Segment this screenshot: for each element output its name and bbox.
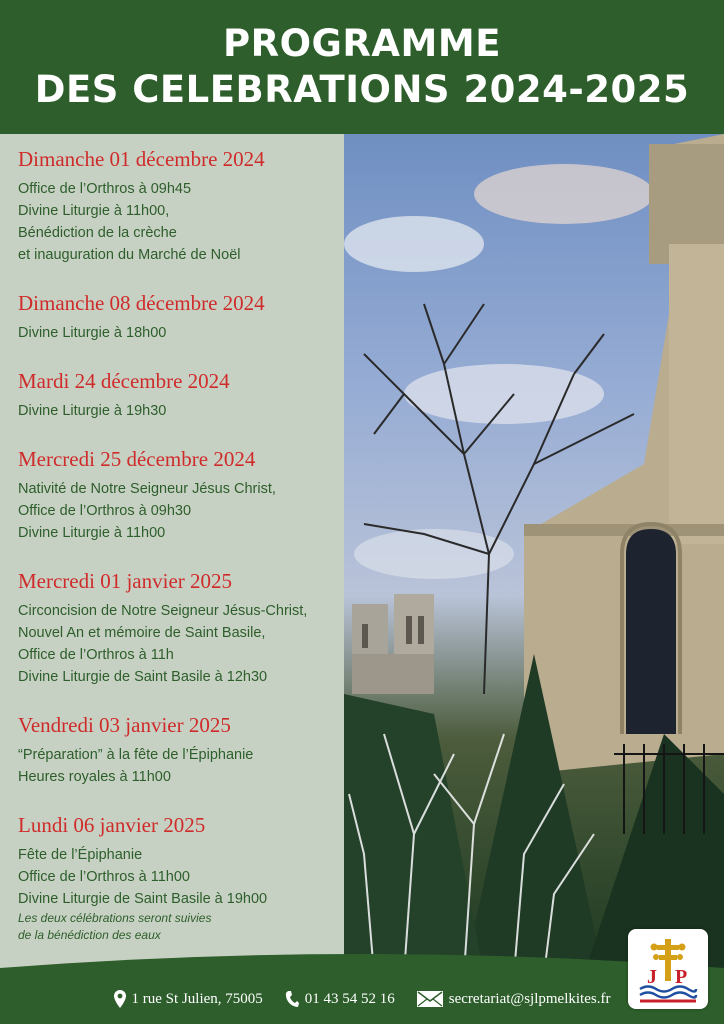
event-line: Office de l’Orthros à 09h45 [18,181,192,197]
address-text: 1 rue St Julien, 75005 [131,990,263,1007]
logo-letter-j: J [647,966,657,988]
event-block [18,446,348,544]
envelope-icon [417,991,443,1007]
title-line-2: DES CELEBRATIONS 2024-2025 [34,68,690,111]
event-title: Lundi 06 janvier 2025 [18,813,206,837]
map-pin-icon [114,990,126,1008]
event-line: Divine Liturgie à 19h30 [18,403,167,419]
event-line: Divine Liturgie de Saint Basile à 19h00 [18,891,268,907]
event-line: Divine Liturgie à 11h00, [18,203,170,219]
event-line: “Préparation” à la fête de l’Épiphanie [18,747,254,763]
event-title: Dimanche 08 décembre 2024 [18,291,265,315]
event-block [18,812,348,944]
phone-icon [285,990,299,1008]
event-note: de la bénédiction des eaux [18,928,161,942]
event-line: Heures royales à 11h00 [18,769,171,785]
event-line: Office de l’Orthros à 11h00 [18,869,190,885]
event-line: Divine Liturgie à 18h00 [18,325,167,341]
photo-illustration [344,134,724,974]
event-line: Office de l’Orthros à 09h30 [18,503,192,519]
parish-logo [628,929,708,1009]
event-line: et inauguration du Marché de Noël [18,247,241,263]
event-line: Nouvel An et mémoire de Saint Basile, [18,625,266,641]
event-line: Fête de l’Épiphanie [18,847,143,863]
event-title: Mercredi 25 décembre 2024 [18,447,256,471]
event-line: Office de l’Orthros à 11h [18,647,174,663]
phone[interactable] [285,990,395,1008]
logo-letter-p: P [675,966,688,988]
event-line: Divine Liturgie à 11h00 [18,525,166,541]
event-block [18,368,348,422]
phone-text[interactable]: 01 43 54 52 16 [304,990,395,1007]
event-title: Vendredi 03 janvier 2025 [18,713,231,737]
email[interactable] [417,991,611,1008]
address [114,990,263,1008]
event-title: Dimanche 01 décembre 2024 [18,147,265,171]
event-block [18,712,348,788]
event-block [18,146,348,266]
title-line-1: PROGRAMME [223,22,501,65]
header [0,0,724,134]
event-line: Circoncision de Notre Seigneur Jésus-Christ, [18,603,308,619]
events-list [18,146,348,968]
event-title: Mercredi 01 janvier 2025 [18,569,233,593]
church-photo [344,134,724,974]
event-line: Divine Liturgie de Saint Basile à 12h30 [18,669,268,685]
event-title: Mardi 24 décembre 2024 [18,369,230,393]
email-text[interactable]: secretariat@sjlpmelkites.fr [448,990,611,1007]
logo-emblem [628,929,708,1009]
event-note: Les deux célébrations seront suivies [18,911,212,925]
event-line: Nativité de Notre Seigneur Jésus Christ, [18,481,276,497]
event-block [18,568,348,688]
event-block [18,290,348,344]
event-line: Bénédiction de la crèche [18,225,177,241]
contact-bar [0,986,724,1012]
